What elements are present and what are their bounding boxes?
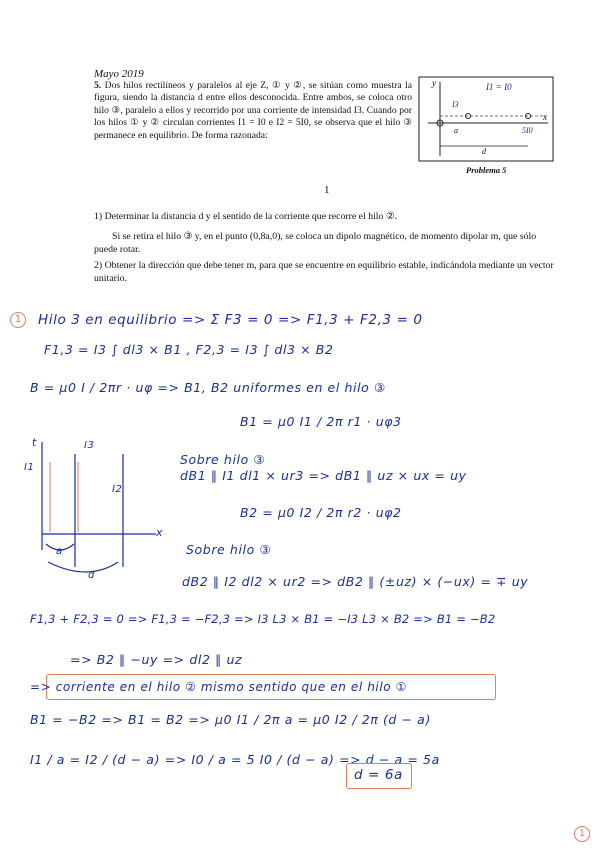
fig-a-label: a: [454, 126, 458, 135]
question-1: 1) Determinar la distancia d y el sentido de la corriente que recorre el hilo ②.: [94, 211, 398, 222]
page-marker: 1: [324, 184, 330, 196]
sketch-drawing: [18, 432, 168, 582]
problem-figure: [418, 76, 554, 162]
fig-x-label: x: [543, 112, 547, 122]
sketch-a: a: [56, 546, 63, 557]
sketch-d: d: [88, 570, 95, 581]
sketch-i1: I1: [24, 462, 35, 473]
fig-hw-top: I1 = I0: [486, 82, 512, 92]
sol-line-11: => B2 ∥ −uy => dl2 ∥ uz: [70, 652, 243, 667]
sol-line-13: B1 = −B2 => B1 = B2 => μ0 I1 / 2π a = μ0 I2 / 2π (d − a): [30, 712, 431, 727]
sol-line-6: dB1 ∥ I1 dl1 × ur3 => dB1 ∥ uz × ux = uy: [180, 468, 467, 483]
sol-line-9: dB2 ∥ I2 dl2 × ur2 => dB2 ∥ (±uz) × (−ux) = ∓ uy: [182, 574, 529, 589]
question-2-intro: Si se retira el hilo ③ y, en el punto (0,8a,0), se coloca un dipolo magnético, de momento dipolar m, que sólo puede rotar.: [94, 231, 537, 255]
fig-y-label: y: [432, 78, 436, 88]
footer-marker: [574, 826, 590, 842]
sol-line-7: B2 = μ0 I2 / 2π r2 · uφ2: [240, 505, 402, 520]
sketch-x: x: [156, 526, 164, 539]
fig-d-label: d: [482, 147, 486, 156]
problem-statement: [94, 80, 412, 142]
sol-line-2: F1,3 = I3 ∫ dl3 × B1 , F2,3 = I3 ∫ dl3 × B2: [44, 342, 334, 357]
header-date: Mayo 2019: [94, 68, 144, 80]
sol-line-14: I1 / a = I2 / (d − a) => I0 / a = 5 I0 / (d − a) => d − a = 5a: [30, 752, 440, 767]
problem-number: 5.: [94, 80, 102, 91]
sol-line-10: F1,3 + F2,3 = 0 => F1,3 = −F2,3 => I3 L3 × B1 = −I3 L3 × B2 => B1 = −B2: [30, 612, 496, 626]
sol-result: d = 6a: [354, 767, 403, 783]
solution-sketch: [18, 432, 168, 582]
problem-text: Dos hilos rectilíneos y paralelos al eje Z, ① y ②, se sitúan como muestra la figura, siendo la distancia d entre ellos desconocida. Entre ambos, se coloca otro hilo ③, paralelo a ellos y recorrido por una corriente de intensidad I3. Cuando por los hilos ① y ② circulan corrientes I1 = I0 e I2 = 5I0, se observa que el hilo ③ permanece en equilibrio. De forma razonada:: [94, 80, 412, 141]
sol-line-8: Sobre hilo ③: [186, 542, 272, 557]
fig-hw-i3: I3: [452, 100, 459, 109]
figure-caption: Problema 5: [466, 165, 507, 175]
sol-line-4: B1 = μ0 I1 / 2π r1 · uφ3: [240, 414, 402, 429]
sketch-t: t: [32, 436, 37, 449]
sol-line-12: => corriente en el hilo ② mismo sentido que en el hilo ①: [30, 680, 408, 694]
fig-hw-5i0: 5I0: [522, 126, 533, 135]
solution-marker: [10, 312, 26, 328]
question-2: 2) Obtener la dirección que debe tener m, para que se encuentre en equilibrio estable, indicándola mediante un vector unitario.: [94, 260, 554, 284]
sol-line-3: B = μ0 I / 2πr · uφ => B1, B2 uniformes en el hilo ③: [30, 380, 386, 395]
sketch-i3: I3: [84, 440, 95, 451]
sol-line-5: Sobre hilo ③: [180, 452, 266, 467]
footer-marker-text: 1: [579, 829, 585, 839]
sol-line-1: Hilo 3 en equilibrio => Σ F3 = 0 => F1,3 + F2,3 = 0: [38, 312, 423, 328]
sketch-i2: I2: [112, 484, 123, 495]
solution-marker-text: 1: [14, 314, 22, 325]
